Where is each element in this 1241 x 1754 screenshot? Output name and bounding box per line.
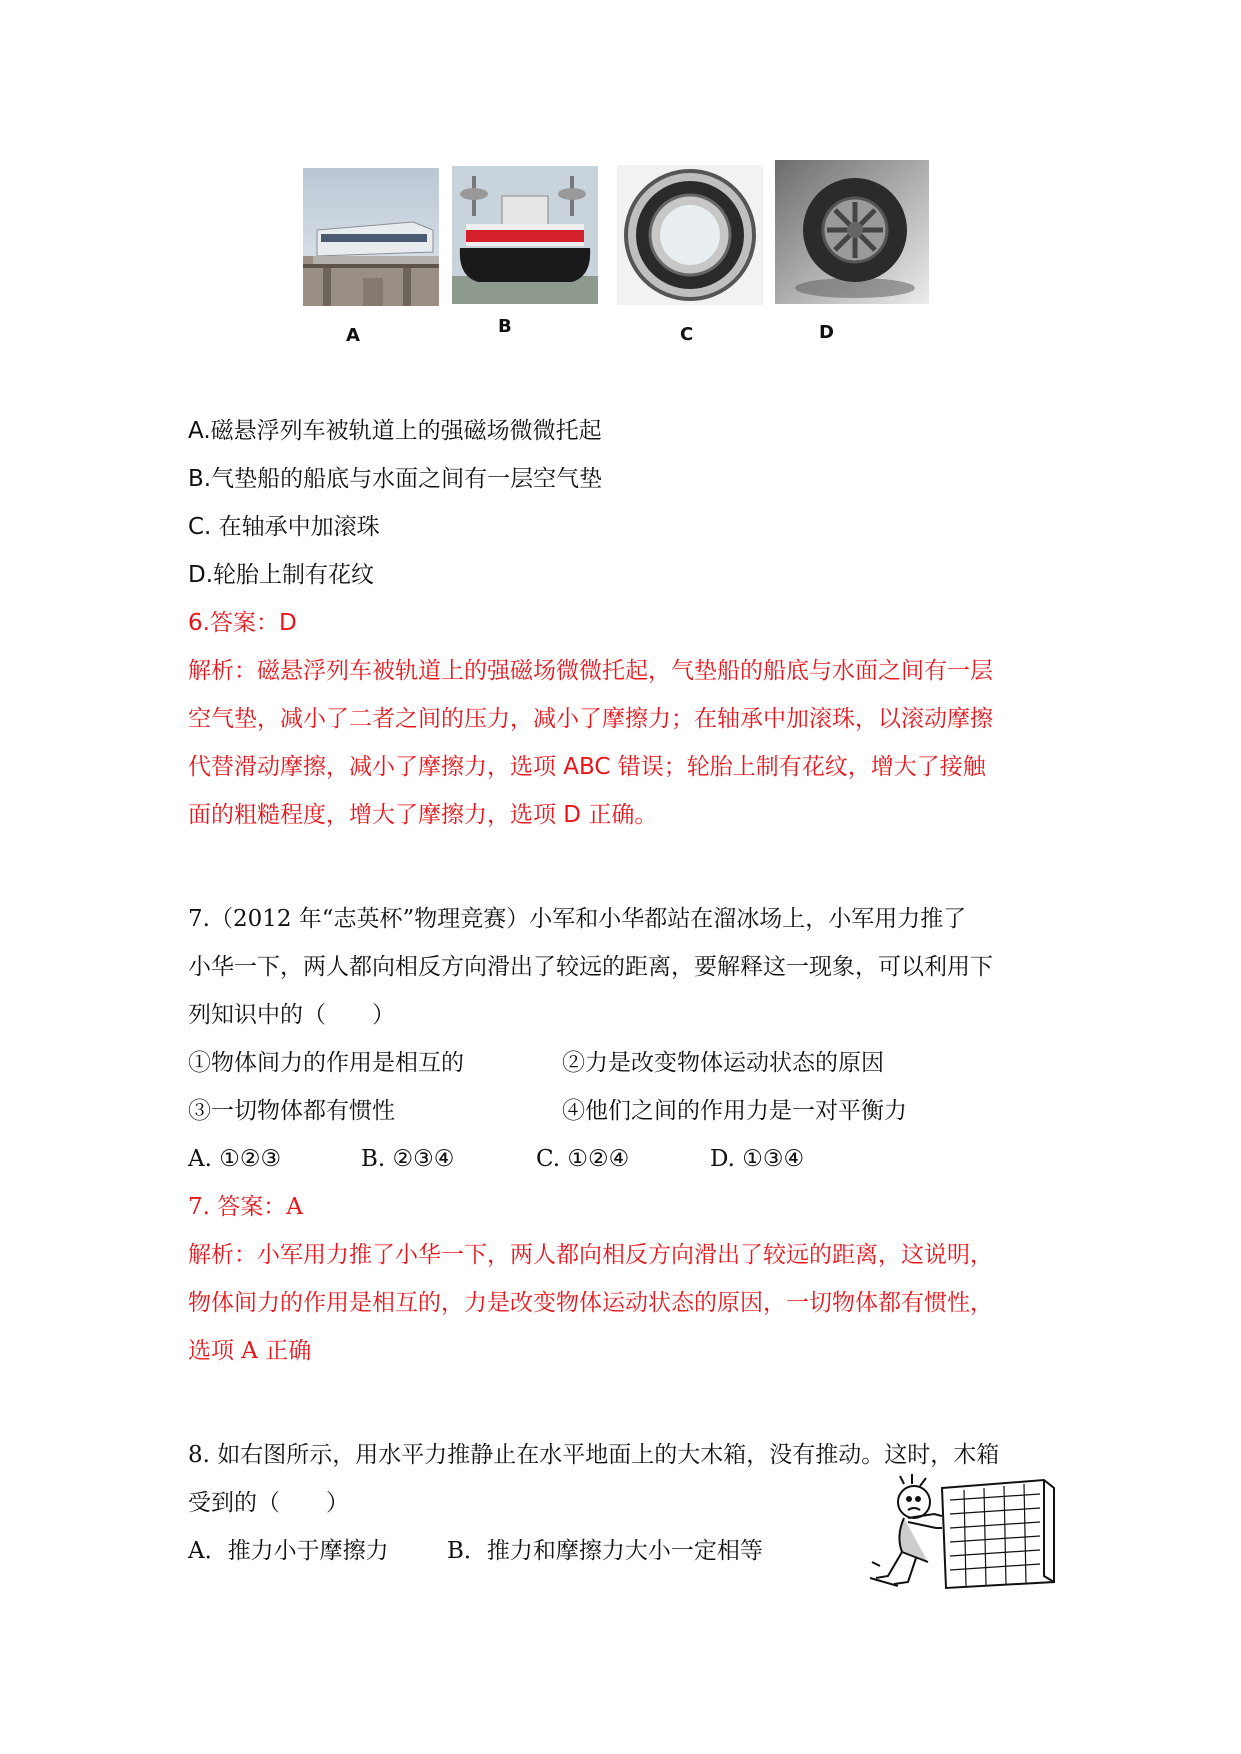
q6-option-a: A.磁悬浮列车被轨道上的强磁场微微托起 bbox=[188, 418, 602, 444]
maglev-train-image bbox=[303, 168, 439, 306]
image-label-a: A bbox=[346, 325, 360, 346]
image-label-c: C bbox=[680, 324, 694, 345]
q7-choice-c: C. ①②④ bbox=[536, 1146, 630, 1172]
q8-choice-b: B．推力和摩擦力大小一定相等 bbox=[447, 1538, 763, 1564]
q6-analysis-line: 空气垫，减小了二者之间的压力，减小了摩擦力；在轴承中加滚珠，以滚动摩擦 bbox=[188, 706, 993, 732]
image-label-d: D bbox=[819, 322, 834, 343]
pushing-box-illustration bbox=[868, 1466, 1058, 1592]
q6-analysis-line: 代替滑动摩擦，减小了摩擦力，选项 ABC 错误；轮胎上制有花纹，增大了接触 bbox=[188, 754, 986, 780]
q6-analysis-line: 解析：磁悬浮列车被轨道上的强磁场微微托起，气垫船的船底与水面之间有一层 bbox=[188, 658, 993, 684]
q7-analysis-line: 物体间力的作用是相互的，力是改变物体运动状态的原因，一切物体都有惯性， bbox=[188, 1290, 993, 1316]
q7-choice-a: A. ①②③ bbox=[188, 1146, 282, 1172]
q6-answer: 6.答案：D bbox=[188, 610, 297, 636]
hovercraft-image bbox=[452, 166, 598, 304]
q7-item-3: ③一切物体都有惯性 bbox=[188, 1098, 395, 1124]
q7-stem-line: 小华一下，两人都向相反方向滑出了较远的距离，要解释这一现象，可以利用下 bbox=[188, 954, 993, 980]
q7-item-2: ②力是改变物体运动状态的原因 bbox=[562, 1050, 884, 1076]
q7-stem-line: 列知识中的（ ） bbox=[188, 1002, 395, 1028]
q8-stem-line: 8. 如右图所示，用水平力推静止在水平地面上的大木箱，没有推动。这时，木箱 bbox=[188, 1442, 1000, 1468]
q7-answer: 7. 答案：A bbox=[188, 1194, 303, 1220]
q8-choice-a: A．推力小于摩擦力 bbox=[188, 1538, 389, 1564]
q7-analysis-line: 解析：小军用力推了小华一下，两人都向相反方向滑出了较远的距离，这说明， bbox=[188, 1242, 993, 1268]
q6-option-b: B.气垫船的船底与水面之间有一层空气垫 bbox=[188, 466, 603, 492]
q7-item-4: ④他们之间的作用力是一对平衡力 bbox=[562, 1098, 907, 1124]
q6-option-d: D.轮胎上制有花纹 bbox=[188, 562, 375, 588]
q7-analysis-line: 选项 A 正确 bbox=[188, 1338, 312, 1364]
image-label-b: B bbox=[498, 316, 512, 337]
q7-stem-line: 7.（2012 年“志英杯”物理竞赛）小军和小华都站在溜冰场上，小军用力推了 bbox=[188, 906, 967, 932]
ball-bearing-image bbox=[617, 165, 763, 305]
q7-item-1: ①物体间力的作用是相互的 bbox=[188, 1050, 464, 1076]
q6-analysis-line: 面的粗糙程度，增大了摩擦力，选项 D 正确。 bbox=[188, 802, 658, 828]
q8-stem-line: 受到的（ ） bbox=[188, 1490, 349, 1516]
q6-option-c: C. 在轴承中加滚珠 bbox=[188, 514, 380, 540]
q7-choice-b: B. ②③④ bbox=[361, 1146, 455, 1172]
q7-choice-d: D. ①③④ bbox=[710, 1146, 805, 1172]
tire-image bbox=[775, 160, 929, 304]
